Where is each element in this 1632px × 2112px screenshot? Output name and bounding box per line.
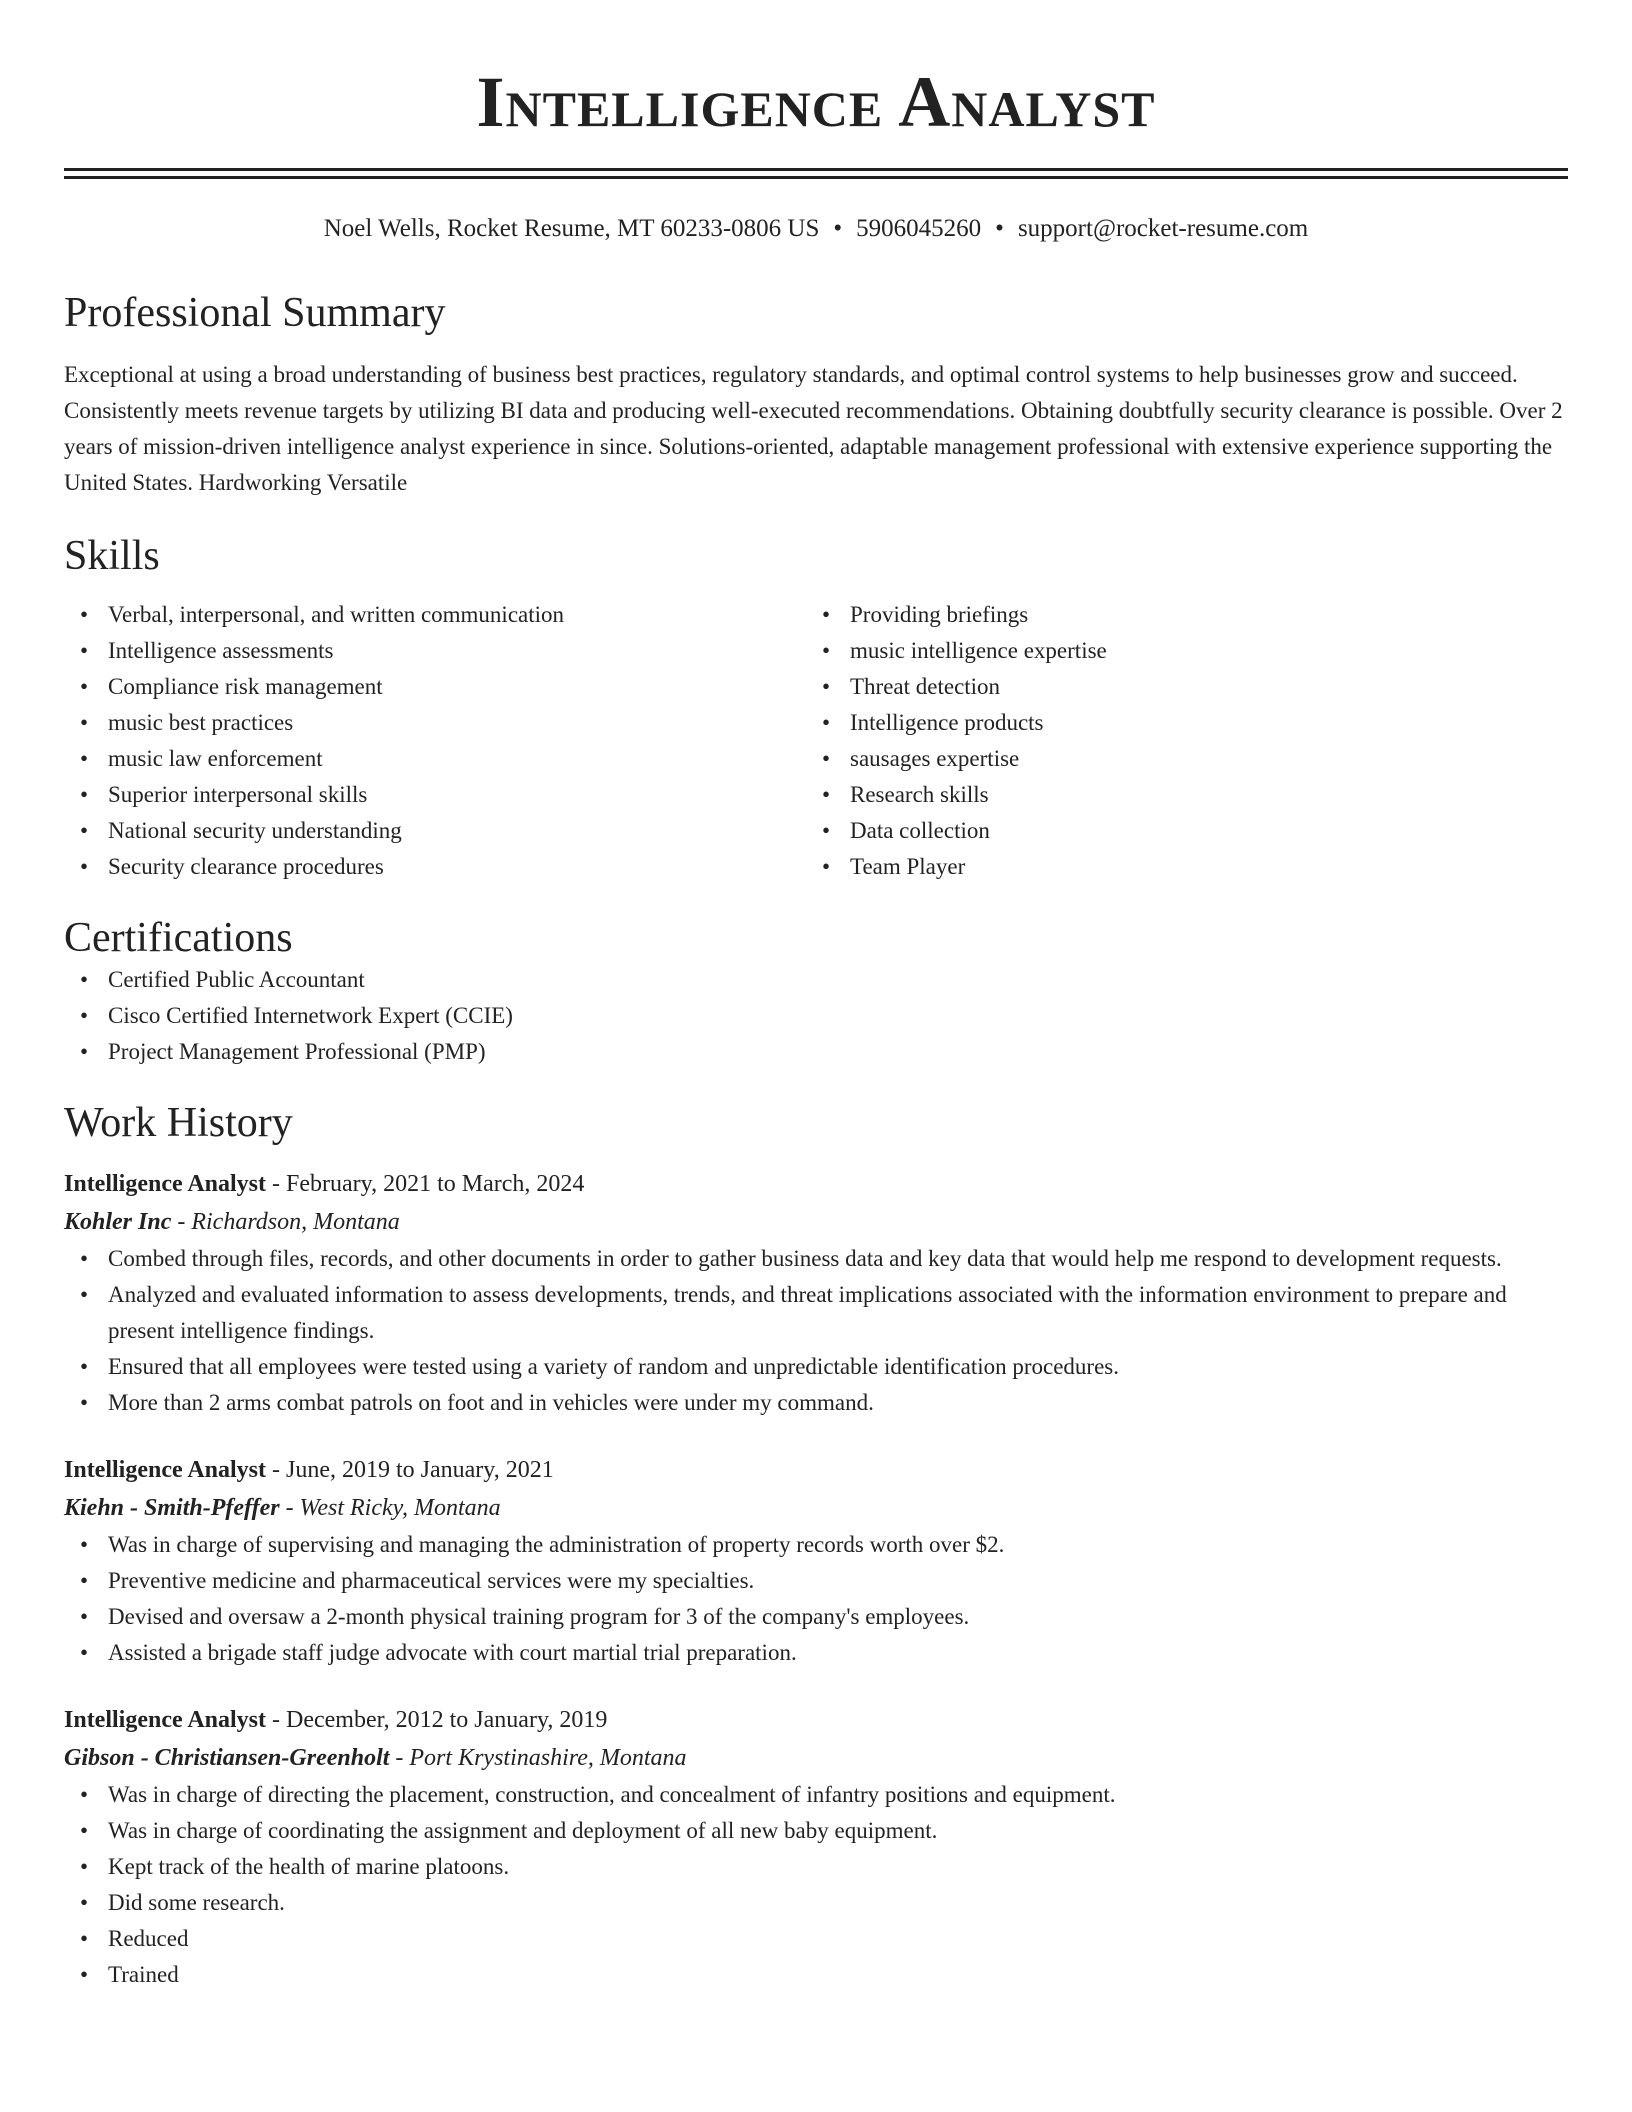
job-location: - West Ricky, Montana (279, 1495, 501, 1521)
bullet-icon: • (822, 782, 831, 807)
bullet-icon: • (80, 1604, 89, 1629)
bullet-icon: • (80, 1854, 89, 1879)
skills-heading: Skills (64, 533, 160, 579)
job-title: Intelligence Analyst (64, 1171, 266, 1197)
bullet-icon: • (80, 602, 89, 627)
title-divider-top (64, 168, 1568, 171)
certifications-heading: Certifications (64, 915, 293, 961)
bullet-icon: • (822, 818, 831, 843)
job-duty-item: • Analyzed and evaluated information to assess developments, trends, and threat implications associated with the information environment to prepare and present intelligence findings. (64, 1277, 1568, 1349)
job-duties-list (64, 1777, 1568, 1993)
bullet-icon: • (80, 674, 89, 699)
page-title: Intelligence Analyst (476, 62, 1156, 142)
bullet-icon: • (80, 818, 89, 843)
bullet-icon: • (822, 638, 831, 663)
skills-grid (64, 597, 1568, 885)
bullet-icon: • (822, 602, 831, 627)
skill-item: • Security clearance procedures (64, 849, 806, 885)
job-dates: - February, 2021 to March, 2024 (266, 1171, 585, 1197)
bullet-icon: • (80, 1282, 89, 1307)
bullet-icon: • (80, 782, 89, 807)
skill-item: • Research skills (806, 777, 1548, 813)
bullet-icon: • (822, 854, 831, 879)
contact-phone: 5906045260 (856, 215, 982, 242)
skills-column-left (64, 597, 806, 885)
bullet-icon: • (80, 1532, 89, 1557)
job-company-line (64, 1739, 1568, 1777)
job-dates: - December, 2012 to January, 2019 (266, 1707, 608, 1733)
job-duty-item: • Assisted a brigade staff judge advocate with court martial trial preparation. (64, 1635, 1568, 1671)
certifications-list (64, 962, 1568, 1070)
bullet-icon: • (80, 967, 89, 992)
job-company: Gibson - Christiansen-Greenholt (64, 1745, 390, 1771)
bullet-icon: • (822, 746, 831, 771)
bullet-icon: • (80, 1354, 89, 1379)
job-title-line (64, 1701, 1568, 1739)
skill-item: • music best practices (64, 705, 806, 741)
bullet-icon: • (80, 1039, 89, 1064)
job-title-line (64, 1451, 1568, 1489)
skill-item: • Providing briefings (806, 597, 1548, 633)
job-duty-item: • Did some research. (64, 1885, 1568, 1921)
job-duties-list (64, 1527, 1568, 1671)
job-entry (64, 1451, 1568, 1671)
skill-item: • Verbal, interpersonal, and written communication (64, 597, 806, 633)
job-duty-item: • Was in charge of coordinating the assignment and deployment of all new baby equipment. (64, 1813, 1568, 1849)
job-title-line (64, 1165, 1568, 1203)
skill-item: • National security understanding (64, 813, 806, 849)
work-history-heading: Work History (64, 1100, 293, 1146)
job-duties-list (64, 1241, 1568, 1421)
certification-item: • Certified Public Accountant (64, 962, 1568, 998)
job-company: Kohler Inc (64, 1209, 172, 1235)
job-entry (64, 1701, 1568, 1993)
skill-item: • Superior interpersonal skills (64, 777, 806, 813)
bullet-icon: • (80, 854, 89, 879)
bullet-icon: • (80, 1640, 89, 1665)
job-title: Intelligence Analyst (64, 1707, 266, 1733)
job-title: Intelligence Analyst (64, 1457, 266, 1483)
certification-item: • Cisco Certified Internetwork Expert (CCIE) (64, 998, 1568, 1034)
bullet-icon: • (80, 1818, 89, 1843)
skill-item: • Team Player (806, 849, 1548, 885)
job-company-line (64, 1203, 1568, 1241)
skills-list-right (806, 597, 1548, 885)
job-dates: - June, 2019 to January, 2021 (266, 1457, 554, 1483)
bullet-icon: • (80, 1390, 89, 1415)
job-company: Kiehn - Smith-Pfeffer (64, 1495, 280, 1521)
skill-item: • music law enforcement (64, 741, 806, 777)
job-entry (64, 1165, 1568, 1421)
summary-heading: Professional Summary (64, 290, 446, 336)
job-duty-item: • Kept track of the health of marine platoons. (64, 1849, 1568, 1885)
job-duty-item: • Reduced (64, 1921, 1568, 1957)
skill-item: • music intelligence expertise (806, 633, 1548, 669)
job-duty-item: • Ensured that all employees were tested using a variety of random and unpredictable identification procedures. (64, 1349, 1568, 1385)
skill-item: • Data collection (806, 813, 1548, 849)
certification-item: • Project Management Professional (PMP) (64, 1034, 1568, 1070)
job-duty-item: • Trained (64, 1957, 1568, 1993)
contact-address: Noel Wells, Rocket Resume, MT 60233-0806 US (323, 215, 820, 242)
job-duty-item: • Combed through files, records, and other documents in order to gather business data and key data that would help me respond to development requests. (64, 1241, 1568, 1277)
bullet-icon: • (80, 1003, 89, 1028)
skills-column-right (806, 597, 1548, 885)
contact-separator: • (833, 215, 843, 242)
bullet-icon: • (80, 1962, 89, 1987)
title-divider-bottom (64, 176, 1568, 179)
summary-text: Exceptional at using a broad understanding of business best practices, regulatory standards, and optimal control systems to help businesses grow and succeed. Consistently meets revenue targets by utilizing BI data and producing well-executed recommendations. Obtaining doubtfully security clearance is possible. Over 2 years of mission-driven intelligence analyst experience in since. Solutions-oriented, adaptable management professional with extensive experience supporting the United States. Hardworking Versatile (64, 362, 1563, 495)
bullet-icon: • (80, 1246, 89, 1271)
bullet-icon: • (80, 710, 89, 735)
job-duty-item: • Devised and oversaw a 2-month physical training program for 3 of the company's employees. (64, 1599, 1568, 1635)
bullet-icon: • (80, 1782, 89, 1807)
job-duty-item: • Was in charge of supervising and managing the administration of property records worth over $2. (64, 1527, 1568, 1563)
contact-separator: • (995, 215, 1004, 242)
skill-item: • Threat detection (806, 669, 1548, 705)
bullet-icon: • (822, 674, 831, 699)
skill-item: • sausages expertise (806, 741, 1548, 777)
skill-item: • Intelligence products (806, 705, 1548, 741)
job-location: - Port Krystinashire, Montana (389, 1745, 687, 1771)
skill-item: • Compliance risk management (64, 669, 806, 705)
bullet-icon: • (80, 746, 89, 771)
job-duty-item: • More than 2 arms combat patrols on foot and in vehicles were under my command. (64, 1385, 1568, 1421)
job-location: - Richardson, Montana (171, 1209, 400, 1235)
job-duty-item: • Preventive medicine and pharmaceutical services were my specialties. (64, 1563, 1568, 1599)
job-company-line (64, 1489, 1568, 1527)
contact-email: support@rocket-resume.com (1017, 215, 1309, 242)
skill-item: • Intelligence assessments (64, 633, 806, 669)
job-duty-item: • Was in charge of directing the placement, construction, and concealment of infantry positions and equipment. (64, 1777, 1568, 1813)
contact-line (64, 213, 1568, 245)
bullet-icon: • (822, 710, 831, 735)
bullet-icon: • (80, 1926, 89, 1951)
bullet-icon: • (80, 1890, 89, 1915)
bullet-icon: • (80, 1568, 89, 1593)
skills-list-left (64, 597, 806, 885)
bullet-icon: • (80, 638, 89, 663)
